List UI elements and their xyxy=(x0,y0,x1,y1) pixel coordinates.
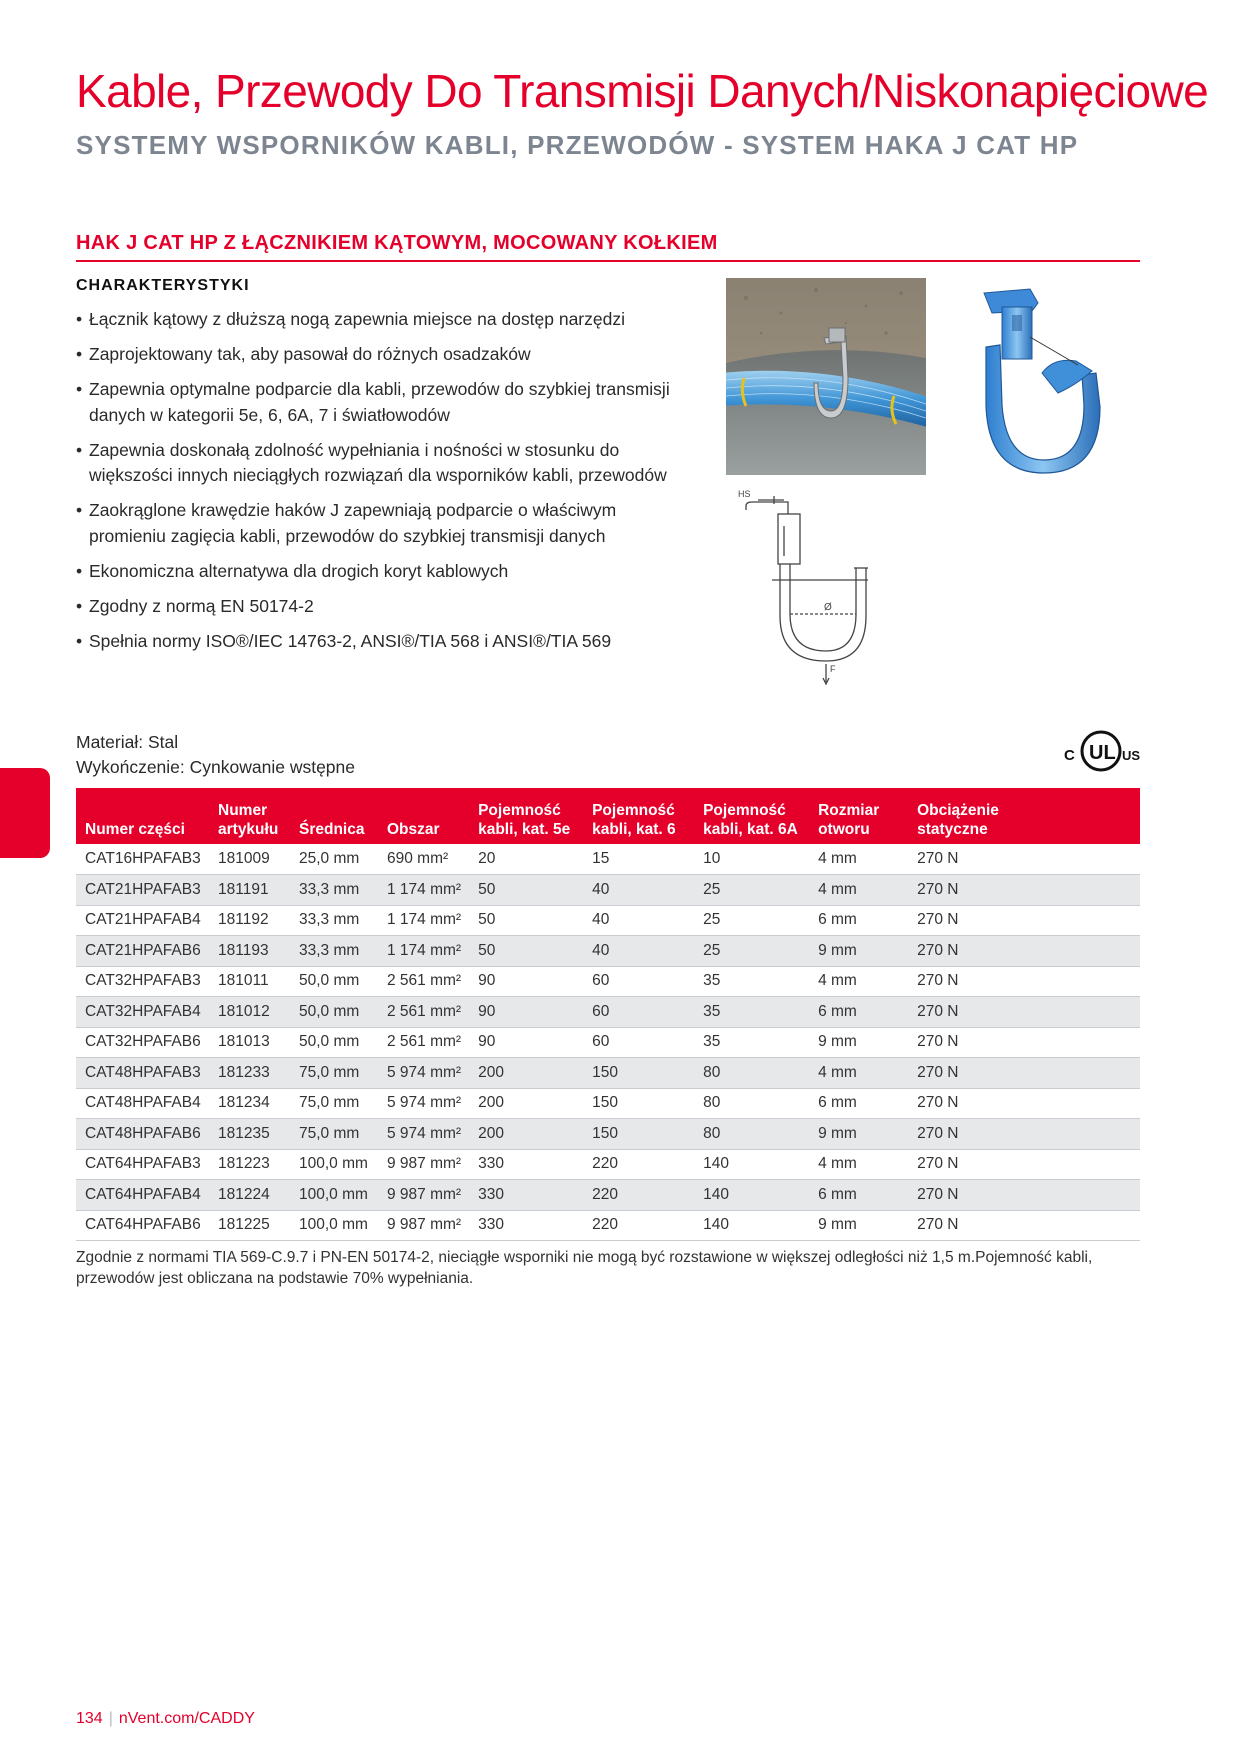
table-footnote: Zgodnie z normami TIA 569-C.9.7 i PN-EN 50174-2, nieciągłe wsporniki nie mogą być rozstawione w większej odległości niż 1,5 m.Pojemność kabli, przewodów jest obliczana na podstawie 70% wypełniania. xyxy=(76,1249,1093,1287)
cell-capacity-5e: 330 xyxy=(469,1180,583,1211)
col-header-capacity-5e: Pojemność kabli, kat. 5e xyxy=(469,788,583,844)
cell-static-load: 270 N xyxy=(908,905,1140,936)
col-header-capacity-6a: Pojemność kabli, kat. 6A xyxy=(694,788,809,844)
cell-area: 5 974 mm² xyxy=(378,1058,469,1089)
cell-capacity-5e: 90 xyxy=(469,997,583,1028)
col-header-static-load: Obciążenie statyczne xyxy=(908,788,1140,844)
cell-hole-size: 6 mm xyxy=(809,997,908,1028)
cell-part-number: CAT48HPAFAB4 xyxy=(76,1088,209,1119)
side-index-tab xyxy=(0,768,50,858)
cell-article-number: 181193 xyxy=(209,936,290,967)
cell-capacity-6a: 25 xyxy=(694,875,809,906)
table-row xyxy=(76,1180,1140,1211)
finish-line: Wykończenie: Cynkowanie wstępne xyxy=(76,757,356,777)
cell-capacity-5e: 50 xyxy=(469,875,583,906)
cell-article-number: 181233 xyxy=(209,1058,290,1089)
cell-area: 9 987 mm² xyxy=(378,1180,469,1211)
cell-static-load: 270 N xyxy=(908,844,1140,875)
table-row xyxy=(76,844,1140,875)
table-row xyxy=(76,875,1140,906)
cell-part-number: CAT21HPAFAB4 xyxy=(76,905,209,936)
page-footer xyxy=(76,1710,255,1728)
feature-item: • Zapewnia optymalne podparcie dla kabli, przewodów do szybkiej transmisji danych w kategorii 5e, 6, 6A, 7 i światłowodów xyxy=(76,377,686,428)
cell-capacity-6a: 80 xyxy=(694,1119,809,1150)
cell-capacity-5e: 200 xyxy=(469,1058,583,1089)
cell-area: 690 mm² xyxy=(378,844,469,875)
cell-hole-size: 4 mm xyxy=(809,966,908,997)
cell-static-load: 270 N xyxy=(908,875,1140,906)
cell-capacity-6: 60 xyxy=(583,1027,694,1058)
cell-static-load: 270 N xyxy=(908,1119,1140,1150)
cell-article-number: 181223 xyxy=(209,1149,290,1180)
cell-article-number: 181224 xyxy=(209,1180,290,1211)
cell-capacity-6a: 140 xyxy=(694,1149,809,1180)
cell-diameter: 50,0 mm xyxy=(290,966,378,997)
features-heading: CHARAKTERYSTYKI xyxy=(76,277,250,294)
technical-drawing xyxy=(736,486,874,686)
cell-hole-size: 9 mm xyxy=(809,1119,908,1150)
cell-capacity-6a: 80 xyxy=(694,1058,809,1089)
cell-diameter: 50,0 mm xyxy=(290,997,378,1028)
cell-diameter: 75,0 mm xyxy=(290,1058,378,1089)
section-title: HAK J CAT HP Z ŁĄCZNIKIEM KĄTOWYM, MOCOWANY KOŁKIEM xyxy=(76,232,718,254)
cell-diameter: 75,0 mm xyxy=(290,1088,378,1119)
material-info xyxy=(76,730,355,780)
cell-area: 9 987 mm² xyxy=(378,1149,469,1180)
cell-capacity-5e: 330 xyxy=(469,1210,583,1241)
cell-diameter: 75,0 mm xyxy=(290,1119,378,1150)
feature-item: • Spełnia normy ISO®/IEC 14763-2, ANSI®/TIA 568 i ANSI®/TIA 569 xyxy=(76,629,686,655)
cul-us-certification-logo xyxy=(1062,728,1140,774)
table-row xyxy=(76,905,1140,936)
cert-us: US xyxy=(1122,748,1140,763)
cell-capacity-5e: 200 xyxy=(469,1088,583,1119)
cell-area: 5 974 mm² xyxy=(378,1088,469,1119)
cell-static-load: 270 N xyxy=(908,1088,1140,1119)
cell-capacity-6: 220 xyxy=(583,1210,694,1241)
cert-ul: UL xyxy=(1089,742,1116,764)
cell-capacity-5e: 90 xyxy=(469,966,583,997)
cell-static-load: 270 N xyxy=(908,1058,1140,1089)
cell-capacity-6: 40 xyxy=(583,936,694,967)
installation-photo xyxy=(726,278,926,475)
table-row xyxy=(76,997,1140,1028)
cell-area: 5 974 mm² xyxy=(378,1119,469,1150)
cell-static-load: 270 N xyxy=(908,966,1140,997)
cell-part-number: CAT21HPAFAB3 xyxy=(76,875,209,906)
footer-website: nVent.com/CADDY xyxy=(118,1710,255,1727)
feature-item: • Zgodny z normą EN 50174-2 xyxy=(76,594,686,620)
cell-part-number: CAT64HPAFAB3 xyxy=(76,1149,209,1180)
cell-area: 1 174 mm² xyxy=(378,936,469,967)
table-row xyxy=(76,1210,1140,1241)
cell-part-number: CAT16HPAFAB3 xyxy=(76,844,209,875)
cell-static-load: 270 N xyxy=(908,997,1140,1028)
cell-part-number: CAT32HPAFAB4 xyxy=(76,997,209,1028)
cell-hole-size: 4 mm xyxy=(809,1149,908,1180)
cell-capacity-6: 150 xyxy=(583,1119,694,1150)
page-title: Kable, Przewody Do Transmisji Danych/Niskonapięciowe xyxy=(76,65,1209,117)
cell-capacity-6a: 35 xyxy=(694,997,809,1028)
cell-diameter: 100,0 mm xyxy=(290,1149,378,1180)
table-row xyxy=(76,1027,1140,1058)
cell-static-load: 270 N xyxy=(908,1210,1140,1241)
page-number: 134 xyxy=(76,1710,103,1727)
table-row xyxy=(76,966,1140,997)
cell-capacity-6a: 140 xyxy=(694,1180,809,1211)
cell-part-number: CAT48HPAFAB3 xyxy=(76,1058,209,1089)
cert-c: C xyxy=(1064,747,1075,764)
cell-capacity-6: 60 xyxy=(583,997,694,1028)
cell-area: 2 561 mm² xyxy=(378,966,469,997)
cell-part-number: CAT21HPAFAB6 xyxy=(76,936,209,967)
cell-capacity-6a: 25 xyxy=(694,936,809,967)
page-subtitle: SYSTEMY WSPORNIKÓW KABLI, PRZEWODÓW - SYSTEM HAKA J CAT HP xyxy=(76,130,1079,160)
cell-diameter: 33,3 mm xyxy=(290,905,378,936)
cell-capacity-6: 150 xyxy=(583,1088,694,1119)
product-photo xyxy=(972,285,1110,475)
cell-capacity-6a: 10 xyxy=(694,844,809,875)
cell-diameter: 33,3 mm xyxy=(290,875,378,906)
cell-static-load: 270 N xyxy=(908,1149,1140,1180)
cell-capacity-6: 220 xyxy=(583,1149,694,1180)
cell-diameter: 25,0 mm xyxy=(290,844,378,875)
material-line: Materiał: Stal xyxy=(76,732,179,752)
cell-part-number: CAT64HPAFAB4 xyxy=(76,1180,209,1211)
cell-capacity-6: 60 xyxy=(583,966,694,997)
cell-article-number: 181013 xyxy=(209,1027,290,1058)
cell-capacity-6a: 140 xyxy=(694,1210,809,1241)
col-header-article-number: Numer artykułu xyxy=(209,788,290,844)
col-header-area: Obszar xyxy=(378,788,469,844)
cell-static-load: 270 N xyxy=(908,1027,1140,1058)
cell-capacity-6: 40 xyxy=(583,905,694,936)
cell-capacity-5e: 200 xyxy=(469,1119,583,1150)
features-list xyxy=(76,307,686,664)
table-row xyxy=(76,1058,1140,1089)
cell-capacity-5e: 50 xyxy=(469,936,583,967)
cell-capacity-6: 40 xyxy=(583,875,694,906)
cell-area: 2 561 mm² xyxy=(378,1027,469,1058)
table-row xyxy=(76,1088,1140,1119)
table-row xyxy=(76,1149,1140,1180)
cell-capacity-5e: 330 xyxy=(469,1149,583,1180)
col-header-diameter: Średnica xyxy=(290,788,378,844)
product-spec-table xyxy=(76,788,1140,1241)
feature-item: • Zapewnia doskonałą zdolność wypełniania i nośności w stosunku do większości innych nieciągłych rozwiązań dla wsporników kabli, przewodów xyxy=(76,438,686,489)
footer-separator: | xyxy=(108,1710,113,1727)
cell-capacity-6a: 35 xyxy=(694,1027,809,1058)
col-header-capacity-6: Pojemność kabli, kat. 6 xyxy=(583,788,694,844)
cell-article-number: 181011 xyxy=(209,966,290,997)
cell-article-number: 181012 xyxy=(209,997,290,1028)
cell-hole-size: 6 mm xyxy=(809,1088,908,1119)
cell-article-number: 181225 xyxy=(209,1210,290,1241)
cell-article-number: 181192 xyxy=(209,905,290,936)
drawing-label-diameter: Ø xyxy=(824,602,832,613)
cell-article-number: 181234 xyxy=(209,1088,290,1119)
cell-article-number: 181235 xyxy=(209,1119,290,1150)
cell-area: 1 174 mm² xyxy=(378,905,469,936)
cell-capacity-6a: 35 xyxy=(694,966,809,997)
cell-capacity-6: 150 xyxy=(583,1058,694,1089)
cell-hole-size: 4 mm xyxy=(809,1058,908,1089)
cell-hole-size: 9 mm xyxy=(809,1210,908,1241)
cell-part-number: CAT32HPAFAB6 xyxy=(76,1027,209,1058)
cell-hole-size: 9 mm xyxy=(809,936,908,967)
cell-capacity-6a: 25 xyxy=(694,905,809,936)
cell-hole-size: 6 mm xyxy=(809,905,908,936)
cell-diameter: 100,0 mm xyxy=(290,1210,378,1241)
col-header-hole-size: Rozmiar otworu xyxy=(809,788,908,844)
cell-article-number: 181009 xyxy=(209,844,290,875)
cell-capacity-6a: 80 xyxy=(694,1088,809,1119)
cell-capacity-5e: 50 xyxy=(469,905,583,936)
feature-item: • Ekonomiczna alternatywa dla drogich koryt kablowych xyxy=(76,559,686,585)
drawing-label-hs: HS xyxy=(738,489,751,499)
cell-static-load: 270 N xyxy=(908,1180,1140,1211)
drawing-label-force: F xyxy=(830,664,836,674)
table-row xyxy=(76,936,1140,967)
col-header-part-number: Numer części xyxy=(76,788,209,844)
feature-item: • Zaprojektowany tak, aby pasował do różnych osadzaków xyxy=(76,342,686,368)
cell-capacity-6: 15 xyxy=(583,844,694,875)
section-header xyxy=(76,232,1140,262)
cell-hole-size: 4 mm xyxy=(809,875,908,906)
cell-article-number: 181191 xyxy=(209,875,290,906)
cell-part-number: CAT32HPAFAB3 xyxy=(76,966,209,997)
table-header-row xyxy=(76,788,1140,844)
cell-diameter: 33,3 mm xyxy=(290,936,378,967)
table-row xyxy=(76,1119,1140,1150)
cell-area: 2 561 mm² xyxy=(378,997,469,1028)
feature-item: • Łącznik kątowy z dłuższą nogą zapewnia miejsce na dostęp narzędzi xyxy=(76,307,686,333)
cell-static-load: 270 N xyxy=(908,936,1140,967)
cell-part-number: CAT48HPAFAB6 xyxy=(76,1119,209,1150)
cell-area: 9 987 mm² xyxy=(378,1210,469,1241)
cell-hole-size: 6 mm xyxy=(809,1180,908,1211)
feature-item: • Zaokrąglone krawędzie haków J zapewniają podparcie o właściwym promieniu zagięcia kabli, przewodów do szybkiej transmisji danych xyxy=(76,498,686,549)
cell-capacity-6: 220 xyxy=(583,1180,694,1211)
cell-hole-size: 4 mm xyxy=(809,844,908,875)
cell-diameter: 100,0 mm xyxy=(290,1180,378,1211)
cell-capacity-5e: 90 xyxy=(469,1027,583,1058)
cell-area: 1 174 mm² xyxy=(378,875,469,906)
cell-capacity-5e: 20 xyxy=(469,844,583,875)
cell-diameter: 50,0 mm xyxy=(290,1027,378,1058)
cell-hole-size: 9 mm xyxy=(809,1027,908,1058)
cell-part-number: CAT64HPAFAB6 xyxy=(76,1210,209,1241)
